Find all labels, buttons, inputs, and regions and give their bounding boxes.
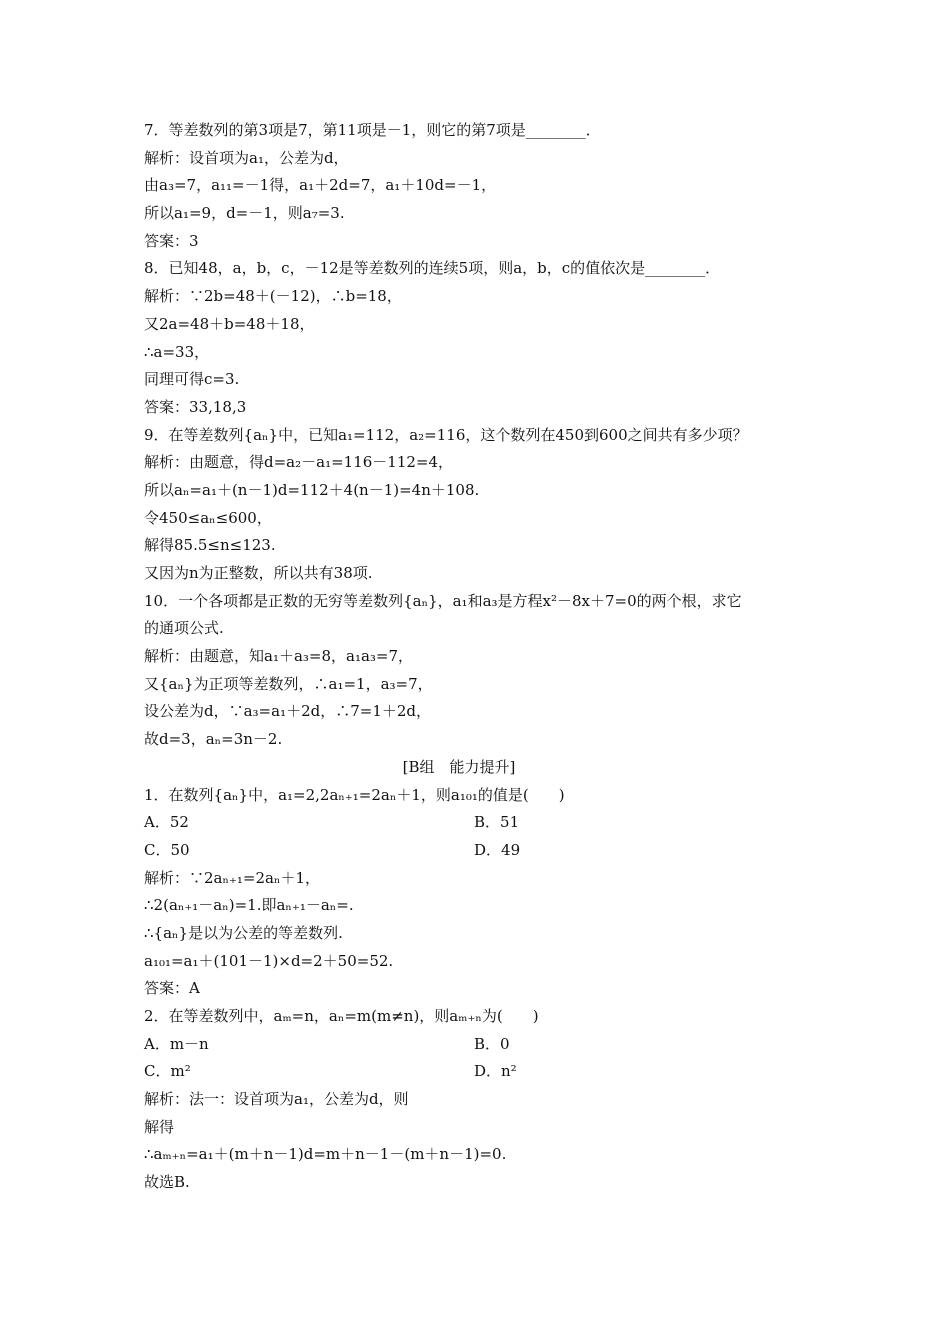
solution-line: 故选B.	[144, 1173, 190, 1192]
solution-line: ∴{aₙ}是以为公差的等差数列.	[144, 923, 343, 942]
option-b: B．51	[474, 813, 520, 832]
option-row	[144, 809, 814, 837]
text-line: 所以aₙ=a₁＋(n－1)d=112＋4(n－1)=4n＋108.	[144, 480, 480, 499]
text-line: 同理可得c=3.	[144, 370, 240, 389]
text-line: 所以a₁=9，d=－1，则a₇=3.	[144, 204, 345, 223]
option-row	[144, 1058, 814, 1086]
text-line: 设公差为d，∵a₃=a₁＋2d，∴7=1＋2d，	[144, 702, 432, 721]
text-line: 解析：设首项为a₁，公差为d，	[144, 148, 349, 167]
solution-line: 解析：∵2aₙ₊₁=2aₙ＋1，	[144, 868, 320, 887]
text-line: 10．一个各项都是正数的无穷等差数列{aₙ}，a₁和a₃是方程x²－8x＋7=0的两个根，求它	[144, 591, 742, 610]
text-line: 令450≤aₙ≤600，	[144, 508, 272, 527]
solution-line: ∴2(aₙ₊₁－aₙ)=1.即aₙ₊₁－aₙ=.	[144, 896, 354, 915]
option-b: B．0	[474, 1034, 510, 1053]
option-a: A．52	[144, 813, 189, 832]
text-line: ∴a=33，	[144, 342, 210, 361]
solution-line: 解得	[144, 1117, 175, 1136]
text-line: 7．等差数列的第3项是7，第11项是－1，则它的第7项是________．	[144, 121, 601, 139]
solution-line: ∴aₘ₊ₙ=a₁＋(m＋n－1)d=m＋n－1－(m＋n－1)=0.	[144, 1145, 507, 1164]
text-line: 又{aₙ}为正项等差数列，∴a₁=1，a₃=7，	[144, 674, 433, 693]
option-row	[144, 837, 814, 865]
option-row	[144, 1031, 814, 1059]
option-c: C．m²	[144, 1062, 191, 1081]
text-line: 的通项公式.	[144, 619, 224, 638]
text-line: 故d=3，aₙ=3n－2.	[144, 730, 283, 749]
section-title: [B组 能力提升]	[402, 757, 516, 776]
text-line: 答案：3	[144, 231, 199, 250]
text-line: 9．在等差数列{aₙ}中，已知a₁=112，a₂=116，这个数列在450到600之间共有多少项？	[144, 425, 748, 444]
option-d: D．49	[474, 840, 521, 859]
text-line: 又2a=48＋b=48＋18，	[144, 314, 315, 333]
text-line: 又因为n为正整数，所以共有38项.	[144, 564, 373, 582]
question-stem: 2．在等差数列中，aₘ=n，aₙ=m(m≠n)，则aₘ₊ₙ为( )	[144, 1007, 539, 1025]
solution-line: a₁₀₁=a₁＋(101－1)×d=2＋50=52.	[144, 951, 394, 970]
answer-line: 答案：A	[144, 979, 200, 998]
option-d: D．n²	[474, 1062, 517, 1081]
text-line: 由a₃=7，a₁₁=－1得，a₁＋2d=7，a₁＋10d=－1，	[144, 176, 497, 195]
solution-line: 解析：法一：设首项为a₁，公差为d，则	[144, 1090, 409, 1109]
option-c: C．50	[144, 840, 190, 859]
text-line: 解析：由题意，知a₁＋a₃=8，a₁a₃=7，	[144, 647, 414, 666]
text-line: 解得85.5≤n≤123.	[144, 536, 276, 555]
document-content	[144, 117, 814, 1197]
text-line: 8．已知48，a，b，c，－12是等差数列的连续5项，则a，b，c的值依次是________．	[144, 259, 721, 278]
text-line: 答案：33,18,3	[144, 397, 247, 416]
option-a: A．m－n	[144, 1034, 209, 1053]
text-line: 解析：∵2b=48＋(－12)，∴b=18，	[144, 287, 402, 306]
question-stem: 1．在数列{aₙ}中，a₁=2,2aₙ₊₁=2aₙ＋1，则a₁₀₁的值是( )	[144, 785, 565, 804]
text-line: 解析：由题意，得d=a₂－a₁=116－112=4，	[144, 453, 454, 472]
